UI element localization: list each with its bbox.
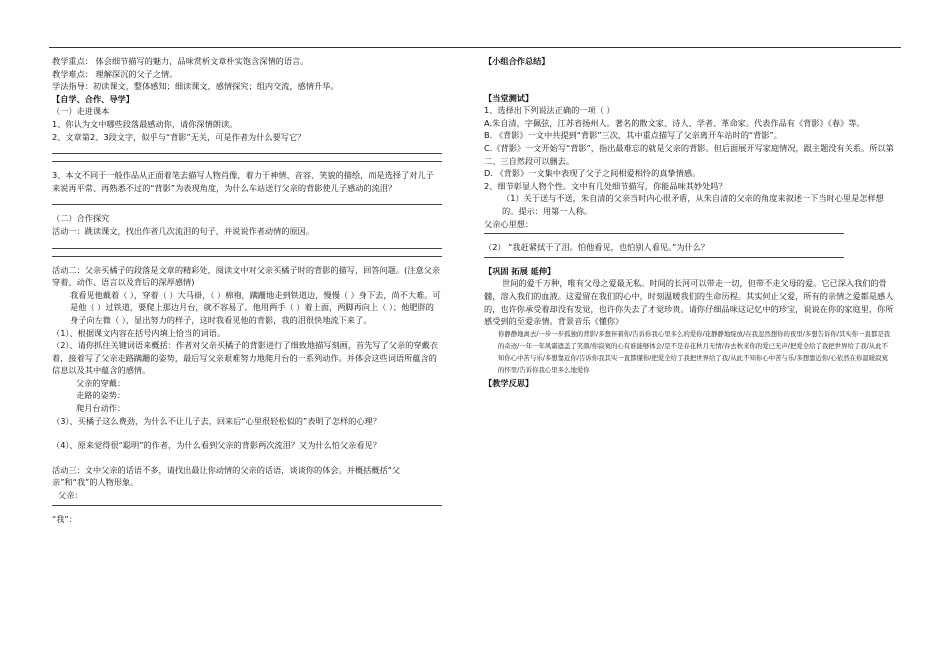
test-question-1: 1、选择出下列说法正确的一项（ ）: [484, 105, 615, 116]
passage-fill-in: 我看见他戴着（ ），穿着（ ）大马褂，（ ）棉袍，蹒跚地走到铁道边，慢慢（ ）身下去，尚不大难。可是他（ ）过铁道，要爬上那边月台，就不容易了。他用两手（ ）着上面，两脚再向上（ ）；他肥胖的身子向左微（ ），显出努力的样子，这时我看见他的背影，我的泪很快地流下来了。: [70, 289, 441, 325]
option-c: C.《背影》一文开始写“背影”，指出最难忘的就是父亲的背影。但后面展开写家庭情况，跟主题没有关系。所以第二、三自然段可以删去。: [484, 142, 894, 166]
answer-line: [484, 233, 844, 234]
answer-line: [52, 256, 442, 257]
study-method: 学法指导：初读课文，整体感知；细读课文，感情探究；组内交流，感情升华。: [52, 81, 339, 92]
part-1: （1）、根据课文内容在括号内填上恰当的词语。: [52, 327, 226, 338]
father-label: 父亲：: [58, 490, 83, 501]
class-test-title: 【当堂测试】: [484, 92, 534, 103]
part-2: （2）、请你抓住关键词语来概括：作者对父亲买橘子的背影进行了细致地描写刻画，首先写了父亲的穿戴衣着，接着写了父亲走路蹒跚的姿势，最后写父亲艰难努力地爬月台的一系列动作。并体会这些词语所蕴含的信息以及其中蕴含的感情。: [52, 340, 438, 376]
answer-line: [52, 153, 442, 154]
answer-line: [484, 257, 844, 258]
right-column: [484, 55, 894, 389]
test-question-2-2: （2） “我赶紧拭干了泪。怕他看见，也怕别人看见。”为什么？: [484, 242, 710, 253]
teaching-difficulty: 教学难点： 理解深沉的父子之情。: [52, 68, 178, 79]
song-lyrics: 你静静地离去/一步一步孤独的背影/多想伴着你/告诉你我心里多么的爱你/花静静地绽放/在我忽然想你的夜里/多想告诉你/其实你一直都是我的奇迹/一年一年风霜遮盖了笑颜/你寂寞的心有谁能够体会/是不是春花秋月无情/春去秋来你的爱已无声/把爱全给了我把世界给了我/从此不知你心中苦与乐/多想靠近你/告诉你我其实一直都懂你/把爱全给了我把世界给了我/从此不知你心中苦与乐/多想靠近你/心依然在你温暖寂寞的怀里/告诉你我心里多么地爱你: [498, 329, 891, 375]
option-a: A.朱自清，字佩弦，江苏省扬州人。著名的散文家、诗人、学者、革命家。代表作品有《背影》《春》等。: [484, 117, 865, 128]
walking-posture: 走路的姿势：: [76, 390, 126, 401]
answer-line: [52, 204, 442, 205]
father-clothing: 父亲的穿戴：: [76, 377, 126, 388]
extension-prose: 世间的爱千万种，唯有父母之爱最无私。时间的长河可以带走一切，但带不走父母的爱。它已深入我们的骨髓，溶入我们的血液。这爱留在我们的心中，时刻温暖我们的生命历程。其实何止父爱，所有的亲情之爱都是感人的，也许你承受着却没有发觉，也许你失去了才觉珍贵。请你仔细品味这记忆中的珍宝，说说在你的家庭里，你所感受到的至爱亲情。背景音乐《懂你》: [484, 278, 894, 327]
extension-title: 【巩固 拓展 延伸】: [484, 265, 556, 276]
climbing-action: 爬月台动作：: [76, 403, 126, 414]
teaching-reflection-title: 【教学反思】: [484, 377, 534, 388]
section-title: 【自学、合作、导学】: [52, 93, 134, 104]
answer-line: [52, 505, 442, 506]
top-rule: [49, 47, 901, 48]
option-b: B. 《背影》一文中共提到“背影”三次，其中重点描写了父亲离开车站时的“背影”。: [484, 130, 782, 141]
answer-line: [52, 248, 442, 249]
me-label: “我”：: [52, 513, 77, 524]
activity-2: 活动二：父亲买橘子的段落是文章的精彩处，阅读文中对父亲买橘子时的背影的描写，回答问题。(注意父亲穿着、动作、语言以及背后的深厚感情): [52, 264, 441, 288]
part-3: （3）、买橘子这么费劲，为什么不让儿子去，回来后“心里很轻松似的”表明了怎样的心理？: [52, 415, 381, 426]
question-1: 1、你认为文中哪些段落最感动你，请你深情朗读。: [52, 118, 238, 129]
test-question-2-1: （1）关于送与不送，朱自清的父亲当时内心很矛盾，从朱自清的父亲的角度来叙述一下当时心里是怎样想的。提示：用第一人称。: [502, 193, 884, 216]
teaching-focus: 教学重点： 体会细节描写的魅力，品味赏析文章朴实饱含深情的语言。: [52, 56, 309, 66]
part-4: （4）、原来觉得很“聪明”的作者，为什么看到父亲的背影两次流泪？又为什么怕父亲看见？: [52, 440, 381, 451]
group-summary-title: 【小组合作总结】: [484, 56, 550, 66]
activity-1: 活动一：跳读课文，找出作者几次流泪的句子，并说说作者动情的原因。: [52, 225, 315, 236]
question-2: 2、文章第2、3段文字，似乎与“背影”无关，可是作者为什么要写它？: [52, 131, 306, 142]
subsection-1: （一）走进课本: [52, 106, 110, 117]
question-3: 3、本文不同于一般作品从正面着笔去描写人物肖像，着力于神情、音容、笑貌的描绘，而是选择了对儿子来说再平常、再熟悉不过的“背影”为表现角度，为什么车站送行父亲的背影使儿子感动的流泪？: [52, 170, 434, 193]
left-column: [52, 55, 442, 525]
option-d: D. 《背影》一文集中表现了父子之间相爱相怜的真挚情感。: [484, 168, 701, 179]
activity-3: 活动三：文中父亲的话语不多，请找出最让你动情的父亲的话语，谈谈你的体会。并概括概括“父亲”和“我”的人物形象。: [52, 464, 401, 488]
subsection-2: （二）合作探究: [52, 213, 110, 224]
answer-line: [52, 161, 442, 162]
father-heart-label: 父亲心里想：: [484, 218, 534, 229]
test-question-2: 2、细节彰显人物个性。文中有几处细节描写，你能品味其妙处吗？: [484, 180, 727, 191]
